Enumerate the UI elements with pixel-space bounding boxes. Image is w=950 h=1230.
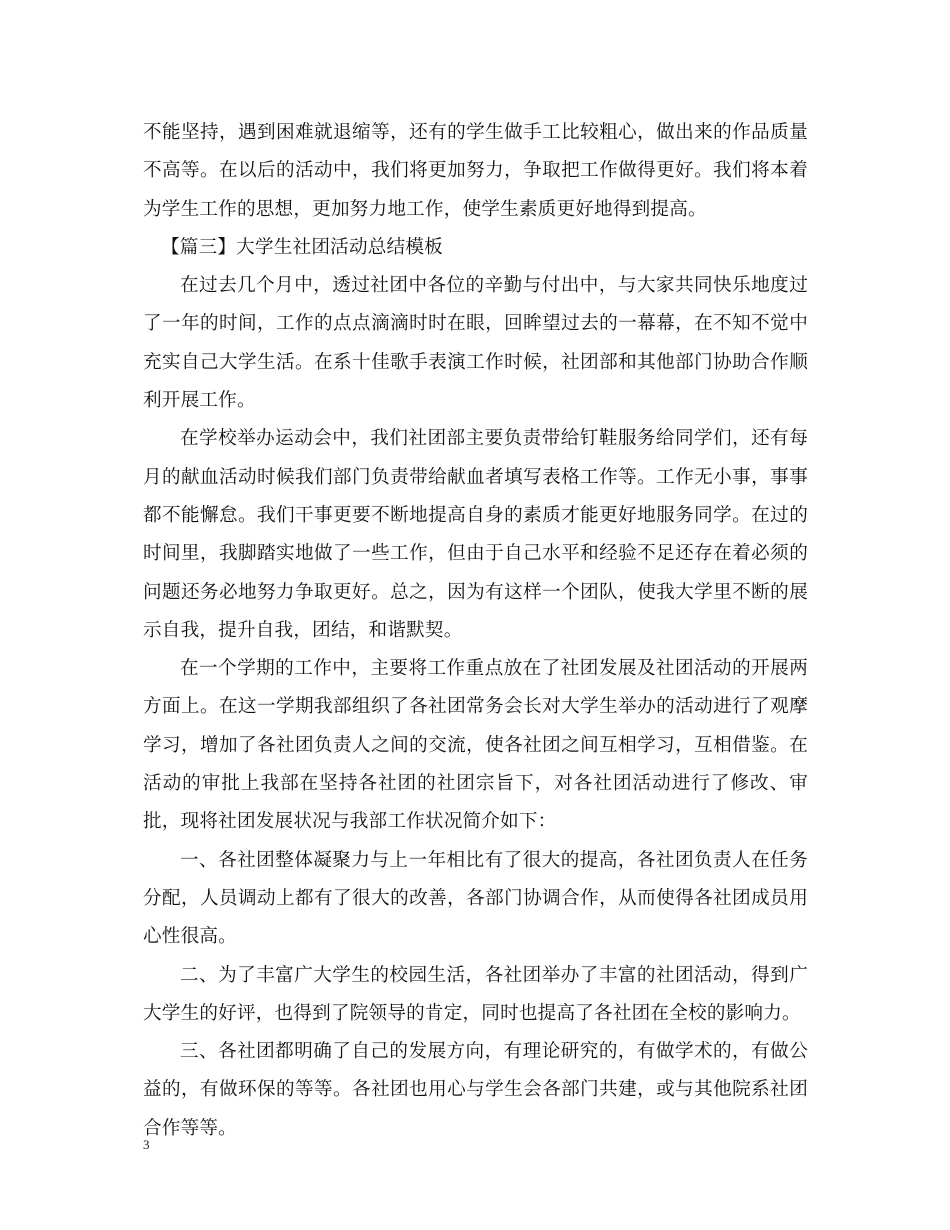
list-paragraph-3: 三、各社团都明确了自己的发展方向，有理论研究的，有做学术的，有做公益的，有做环保的等等。各社团也用心与学生会各部门共建，或与其他院系社团合作等等。 xyxy=(143,1041,808,1139)
list-paragraph-1: 一、各社团整体凝聚力与上一年相比有了很大的提高，各社团负责人在任务分配，人员调动上都有了很大的改善，各部门协调合作，从而使得各社团成员用心性很高。 xyxy=(143,849,808,948)
list-paragraph-2: 二、为了丰富广大学生的校园生活，各社团举办了丰富的社团活动，得到广大学生的好评，也得到了院领导的肯定，同时也提高了各社团在全校的影响力。 xyxy=(143,964,808,1024)
paragraph: 在学校举办运动会中，我们社团部主要负责带给钉鞋服务给同学们，还有每月的献血活动时候我们部门负责带给献血者填写表格工作等。工作无小事，事事都不能懈怠。我们干事更要不断地提高自身的素质才能更好地服务同学。在过的时间里，我脚踏实地做了一些工作，但由于自己水平和经验不足还存在着必须的问题还务必地努力争取更好。总之，因为有这样一个团队，使我大学里不断的展示自我，提升自我，团结，和谐默契。 xyxy=(143,428,808,641)
paragraph: 在一个学期的工作中，主要将工作重点放在了社团发展及社团活动的开展两方面上。在这一学期我部组织了各社团常务会长对大学生举办的活动进行了观摩学习，增加了各社团负责人之间的交流，使各社团之间互相学习，互相借鉴。在活动的审批上我部在坚持各社团的社团宗旨下，对各社团活动进行了修改、审批，现将社团发展状况与我部工作状况简介如下： xyxy=(143,658,808,833)
page-number: 3 xyxy=(143,1137,150,1152)
paragraph: 在过去几个月中，透过社团中各位的辛勤与付出中，与大家共同快乐地度过了一年的时间，工作的点点滴滴时时在眼，回眸望过去的一幕幕，在不知不觉中充实自己大学生活。在系十佳歌手表演工作时候，社团部和其他部门协助合作顺利开展工作。 xyxy=(143,275,808,412)
paragraph-continuation: 不能坚持，遇到困难就退缩等，还有的学生做手工比较粗心，做出来的作品质量不高等。在以后的活动中，我们将更加努力，争取把工作做得更好。我们将本着为学生工作的思想，更加努力地工作，使学生素质更好地得到提高。 xyxy=(143,122,808,220)
section-heading: 【篇三】大学生社团活动总结模板 xyxy=(161,236,443,258)
document-body xyxy=(143,114,808,1148)
